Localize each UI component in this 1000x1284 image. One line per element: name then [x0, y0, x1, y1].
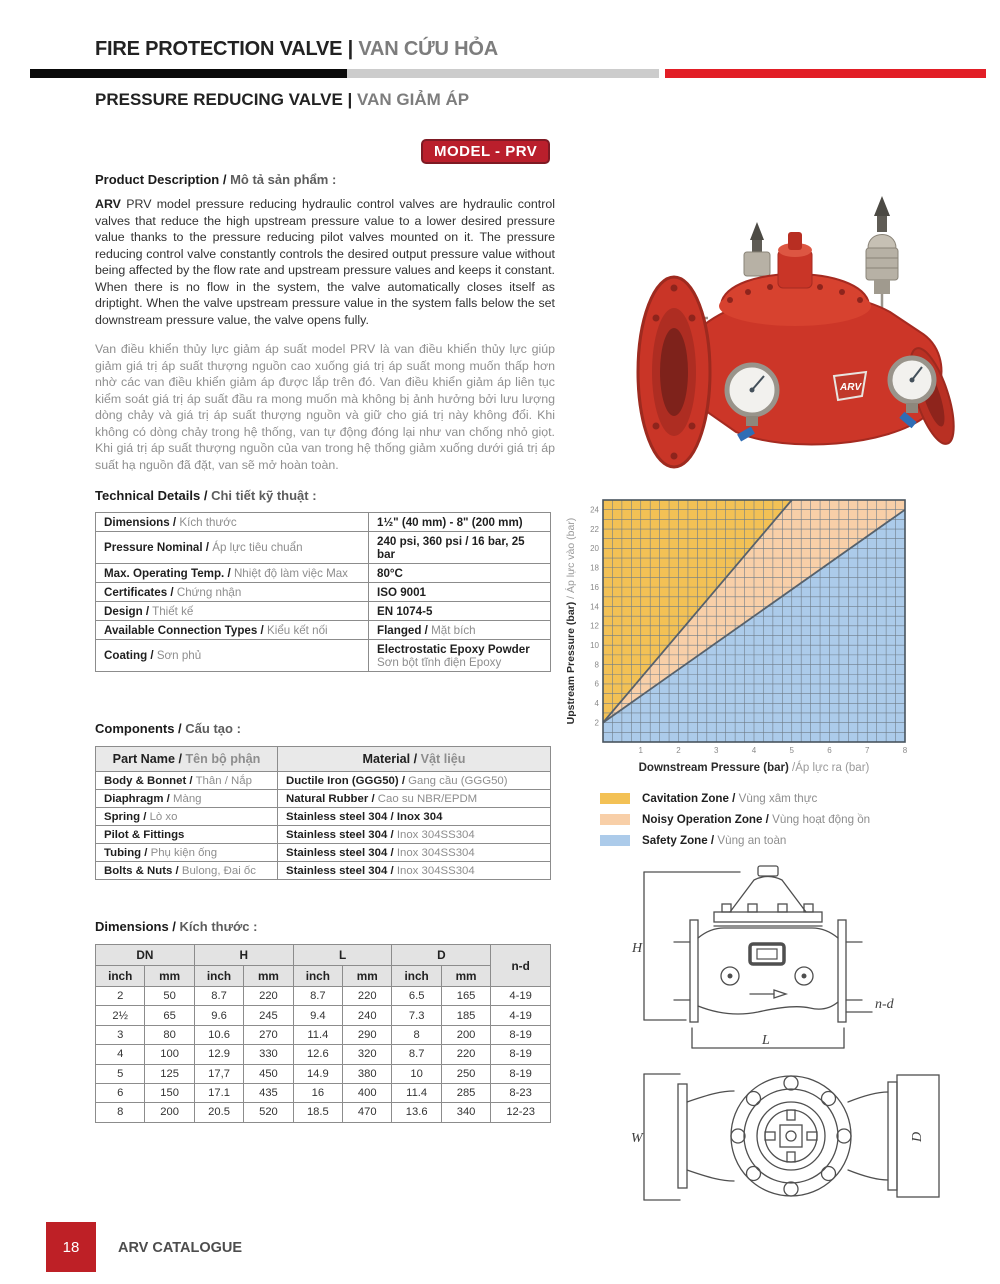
dim-group-header: D — [392, 945, 491, 966]
chart-svg — [563, 488, 987, 790]
dim-value-cell: 17,7 — [194, 1064, 243, 1083]
y-tick-label: 20 — [590, 544, 599, 554]
page-title-en: FIRE PROTECTION VALVE | — [95, 38, 354, 60]
dim-value-cell: 330 — [244, 1045, 293, 1064]
components-header-material: Material / Vật liệu — [278, 747, 551, 772]
heading-en: Technical Details / — [95, 488, 208, 503]
dimensions-header-row — [96, 945, 551, 966]
dim-group-header: H — [194, 945, 293, 966]
dim-label-l: L — [762, 1033, 770, 1048]
x-axis-title-en: Downstream Pressure (bar) — [638, 762, 789, 774]
dim-value-cell: 450 — [244, 1064, 293, 1083]
technical-value-cell — [369, 583, 551, 602]
material-en: Stainless steel 304 / — [286, 810, 394, 823]
front-view-svg — [628, 1060, 980, 1212]
component-material-cell — [278, 844, 551, 862]
part-vi: Thân / Nắp — [195, 774, 252, 787]
dim-value-cell: 16 — [293, 1083, 342, 1102]
page-title — [95, 38, 498, 61]
label-vi: Kiểu kết nối — [267, 623, 328, 637]
dim-value-cell: 340 — [441, 1103, 490, 1122]
dim-value-cell: 8-19 — [491, 1064, 551, 1083]
x-axis-title — [639, 761, 870, 774]
dim-value-cell: 3 — [96, 1025, 145, 1044]
material-vi: Inox 304 — [396, 810, 443, 823]
y-tick-label: 24 — [590, 505, 599, 515]
label-vi: Kích thước — [179, 515, 237, 529]
dim-value-cell: 65 — [145, 1006, 194, 1025]
dim-value-cell: 14.9 — [293, 1064, 342, 1083]
label-en: Certificates / — [104, 585, 174, 599]
dim-value-cell: 8.7 — [194, 987, 243, 1006]
y-tick-label: 2 — [594, 718, 599, 728]
dim-value-cell: 380 — [343, 1064, 392, 1083]
heading-en: Components / — [95, 721, 182, 736]
valve-product-image — [598, 190, 980, 485]
dim-value-cell: 165 — [441, 987, 490, 1006]
heading-components — [95, 721, 555, 736]
description-paragraph-vi: Van điều khiển thủy lực giảm áp suất model PRV là van điều khiển thủy lực giúp giảm giá trị áp suất thượng nguồn cao xuống giá trị áp suất mong muốn thấp hơn nhờ các van điều khiển giảm áp được lắp trên đó. Van điều khiển giảm áp liên tục kiểm soát giá trị áp suất đầu ra mong muốn mà không bị ảnh hưởng bởi lưu lượng dòng chảy và giá trị áp suất thượng nguồn và giữ cho giá trị này không đổi. Khi không có dòng chảy trong hệ thống, van tự động đóng lại như van chống nhỏ giọt. Khi giá trị áp suất thượng nguồn của van trong hệ thống giảm xuống dưới giá trị áp suất hạ nguồn đã đặt, van sẽ mở hoàn toàn. — [95, 342, 555, 472]
dim-value-cell: 4 — [96, 1045, 145, 1064]
dim-value-cell: 8-23 — [491, 1083, 551, 1102]
y-tick-label: 10 — [590, 641, 599, 650]
label-en: Available Connection Types / — [104, 623, 264, 637]
dim-sub-header: inch — [194, 966, 243, 987]
description-paragraph-en — [95, 196, 555, 328]
material-en: Natural Rubber / — [286, 792, 375, 805]
dim-value-cell: 12.6 — [293, 1045, 342, 1064]
legend-row-0 — [600, 792, 870, 805]
dim-value-cell: 12.9 — [194, 1045, 243, 1064]
label-en: Coating / — [104, 649, 154, 662]
component-part-cell — [96, 772, 278, 790]
dim-label-nd: n-d — [875, 997, 894, 1012]
heading-vi: Chi tiết kỹ thuật : — [211, 488, 317, 503]
x-axis-title-vi: /Áp lực ra (bar) — [788, 762, 870, 774]
part-en: Bolts & Nuts / — [104, 864, 179, 877]
dim-value-cell: 400 — [343, 1083, 392, 1102]
heading-en: Dimensions / — [95, 919, 176, 934]
legend-label-en: Cavitation Zone / — [642, 792, 736, 805]
component-row — [96, 826, 551, 844]
x-tick-label: 3 — [714, 746, 719, 755]
technical-value-cell — [369, 532, 551, 564]
heading-vi: Kích thước : — [179, 919, 258, 934]
component-row — [96, 808, 551, 826]
model-badge: MODEL - PRV — [421, 139, 550, 164]
legend-row-1 — [600, 813, 870, 826]
technical-value-cell — [369, 513, 551, 532]
dim-value-cell: 8-19 — [491, 1045, 551, 1064]
section-title-en: PRESSURE REDUCING VALVE | — [95, 90, 353, 109]
y-tick-label: 4 — [594, 699, 599, 709]
dim-value-cell: 8-19 — [491, 1025, 551, 1044]
dim-value-cell: 100 — [145, 1045, 194, 1064]
dim-value-cell: 2 — [96, 987, 145, 1006]
legend-color-chip — [600, 793, 630, 804]
technical-row — [96, 621, 551, 640]
section-title — [95, 90, 469, 110]
dimensions-data-row — [96, 1045, 551, 1064]
part-vi: Lò xo — [149, 810, 178, 823]
technical-row — [96, 532, 551, 564]
part-en: Body & Bonnet / — [104, 774, 193, 787]
dim-value-cell: 125 — [145, 1064, 194, 1083]
technical-label-cell — [96, 640, 369, 672]
dim-value-cell: 8 — [392, 1025, 441, 1044]
value-en: Flanged / — [377, 623, 428, 637]
heading-vi: Mô tả sản phẩm : — [230, 172, 337, 187]
material-vi: Inox 304SS304 — [396, 828, 475, 841]
dim-sub-header: mm — [244, 966, 293, 987]
component-row — [96, 772, 551, 790]
dim-value-cell: 9.4 — [293, 1006, 342, 1025]
material-vi: Cao su NBR/EPDM — [377, 792, 478, 805]
label-vi: Sơn phủ — [156, 649, 202, 662]
value-en: EN 1074-5 — [377, 604, 433, 618]
legend-color-chip — [600, 835, 630, 846]
label-en: Dimensions / — [104, 515, 177, 529]
dim-nd-header: n-d — [491, 945, 551, 987]
dim-value-cell: 11.4 — [392, 1083, 441, 1102]
technical-value-cell — [369, 640, 551, 672]
dim-value-cell: 185 — [441, 1006, 490, 1025]
y-axis-title-vi: / Áp lực vào (bar) — [565, 517, 577, 602]
value-en: 1½" (40 mm) - 8" (200 mm) — [377, 515, 523, 529]
dim-value-cell: 50 — [145, 987, 194, 1006]
technical-label-cell — [96, 583, 369, 602]
dim-value-cell: 150 — [145, 1083, 194, 1102]
description-text: PRV model pressure reducing hydraulic control valves are hydraulic control valves that reduce the high upstream pressure value to a lower desired pressure value thanks to the pressure reducing pilot valves mounted on it. The pressure reducing control valve constantly controls the desired output pressure value without being affected by the flow rate and upstream pressure values and keeps it constant. When there is no flow in the system, the valve automatically closes itself as driptight. When the valve upstream pressure value in the system falls below the set downstream pressure value, the valve opens fully. — [95, 197, 555, 327]
dim-value-cell: 285 — [441, 1083, 490, 1102]
dim-value-cell: 220 — [244, 987, 293, 1006]
dim-label-w: W — [631, 1131, 643, 1146]
y-tick-label: 8 — [594, 660, 599, 670]
dim-value-cell: 11.4 — [293, 1025, 342, 1044]
dim-sub-header: mm — [343, 966, 392, 987]
dim-value-cell: 80 — [145, 1025, 194, 1044]
component-material-cell — [278, 808, 551, 826]
dim-value-cell: 6.5 — [392, 987, 441, 1006]
dim-value-cell: 4-19 — [491, 1006, 551, 1025]
label-vi: Áp lực tiêu chuẩn — [212, 541, 303, 554]
technical-row — [96, 602, 551, 621]
dimensions-data-row — [96, 1064, 551, 1083]
part-vi: Bulong, Đai ốc — [181, 864, 256, 877]
pressure-zones-chart — [563, 488, 987, 795]
technical-row — [96, 564, 551, 583]
material-vi: Inox 304SS304 — [396, 864, 475, 877]
chart-legend — [600, 792, 870, 855]
technical-label-cell — [96, 513, 369, 532]
technical-drawing-side-view — [628, 860, 980, 1063]
technical-value-cell — [369, 564, 551, 583]
technical-label-cell — [96, 621, 369, 640]
x-tick-label: 4 — [751, 746, 757, 755]
dim-value-cell: 9.6 — [194, 1006, 243, 1025]
technical-details-table — [95, 512, 551, 672]
component-row — [96, 862, 551, 880]
brand-name: ARV — [95, 197, 121, 211]
dim-sub-header: inch — [293, 966, 342, 987]
component-material-cell — [278, 826, 551, 844]
catalogue-name: ARV CATALOGUE — [118, 1240, 243, 1256]
dim-value-cell: 470 — [343, 1103, 392, 1122]
dim-value-cell: 8.7 — [392, 1045, 441, 1064]
section-title-vi: VAN GIẢM ÁP — [357, 90, 470, 109]
component-part-cell — [96, 862, 278, 880]
material-en: Ductile Iron (GGG50) / — [286, 774, 405, 787]
technical-row — [96, 513, 551, 532]
y-axis-title-en: Upstream Pressure (bar) — [565, 601, 577, 725]
part-vi: Màng — [173, 792, 202, 805]
value-vi: Sơn bột tĩnh điện Epoxy — [377, 655, 502, 669]
component-part-cell — [96, 808, 278, 826]
dim-value-cell: 250 — [441, 1064, 490, 1083]
dim-sub-header: inch — [96, 966, 145, 987]
legend-label-vi: Vùng xâm thực — [738, 792, 818, 805]
dim-value-cell: 200 — [441, 1025, 490, 1044]
dimensions-table — [95, 944, 551, 1123]
dimensions-data-row — [96, 1025, 551, 1044]
dim-value-cell: 520 — [244, 1103, 293, 1122]
y-tick-label: 16 — [590, 582, 599, 592]
value-en: 240 psi, 360 psi / 16 bar, 25 bar — [377, 534, 525, 561]
heading-en: Product Description / — [95, 172, 227, 187]
dim-value-cell: 270 — [244, 1025, 293, 1044]
dim-value-cell: 200 — [145, 1103, 194, 1122]
y-tick-label: 22 — [590, 524, 599, 534]
technical-drawing-front-view — [628, 1060, 980, 1217]
dim-sub-header: mm — [441, 966, 490, 987]
dimensions-data-row — [96, 1083, 551, 1102]
material-en: Stainless steel 304 / — [286, 864, 394, 877]
dimensions-data-row — [96, 1103, 551, 1122]
tricolor-divider — [30, 69, 986, 78]
heading-vi: Cấu tạo : — [185, 721, 241, 736]
legend-label-en: Noisy Operation Zone / — [642, 813, 769, 826]
technical-row — [96, 583, 551, 602]
page-title-vi: VAN CỨU HỎA — [358, 38, 498, 60]
heading-product-description — [95, 172, 555, 187]
component-row — [96, 790, 551, 808]
value-en: ISO 9001 — [377, 585, 426, 599]
x-tick-label: 5 — [789, 746, 794, 755]
label-vi: Nhiệt độ làm việc Max — [233, 566, 348, 580]
dimensions-data-row — [96, 1006, 551, 1025]
svg-text:ARV: ARV — [840, 382, 862, 393]
part-en: Spring / — [104, 810, 147, 823]
component-part-cell — [96, 790, 278, 808]
label-en: Design / — [104, 604, 150, 618]
dim-value-cell: 10 — [392, 1064, 441, 1083]
label-vi: Thiết kế — [152, 604, 194, 618]
page-number: 18 — [46, 1222, 96, 1272]
dim-value-cell: 6 — [96, 1083, 145, 1102]
dim-value-cell: 7.3 — [392, 1006, 441, 1025]
dim-value-cell: 320 — [343, 1045, 392, 1064]
x-tick-label: 6 — [827, 746, 832, 755]
y-tick-label: 12 — [590, 621, 599, 631]
dim-value-cell: 12-23 — [491, 1103, 551, 1122]
component-row — [96, 844, 551, 862]
dim-value-cell: 2½ — [96, 1006, 145, 1025]
technical-value-cell — [369, 621, 551, 640]
components-header-part: Part Name / Tên bộ phận — [96, 747, 278, 772]
divider-gray-segment — [347, 69, 659, 78]
x-tick-label: 2 — [676, 746, 681, 755]
dim-value-cell: 4-19 — [491, 987, 551, 1006]
heading-dimensions — [95, 919, 555, 934]
part-en: Tubing / — [104, 846, 148, 859]
value-vi: Mặt bích — [431, 623, 476, 637]
legend-color-chip — [600, 814, 630, 825]
dimensions-subheader-row — [96, 966, 551, 987]
material-en: Stainless steel 304 / — [286, 828, 394, 841]
material-en: Stainless steel 304 / — [286, 846, 394, 859]
dim-value-cell: 290 — [343, 1025, 392, 1044]
dim-value-cell: 220 — [441, 1045, 490, 1064]
legend-label-vi: Vùng an toàn — [717, 834, 787, 847]
legend-row-2 — [600, 834, 870, 847]
y-tick-label: 14 — [590, 602, 599, 612]
dimensions-data-row — [96, 987, 551, 1006]
components-table — [95, 746, 551, 880]
heading-technical-details — [95, 488, 555, 503]
dim-sub-header: inch — [392, 966, 441, 987]
value-en: Electrostatic Epoxy Powder — [377, 642, 530, 656]
y-axis-title — [564, 518, 577, 725]
dim-label-h: H — [632, 941, 643, 956]
divider-black-segment — [30, 69, 347, 78]
dim-value-cell: 13.6 — [392, 1103, 441, 1122]
dim-value-cell: 20.5 — [194, 1103, 243, 1122]
dim-value-cell: 240 — [343, 1006, 392, 1025]
part-vi: Phụ kiện ống — [150, 846, 218, 859]
components-header-row — [96, 747, 551, 772]
dim-group-header: L — [293, 945, 392, 966]
technical-label-cell — [96, 564, 369, 583]
dim-value-cell: 220 — [343, 987, 392, 1006]
dim-value-cell: 10.6 — [194, 1025, 243, 1044]
dim-value-cell: 17.1 — [194, 1083, 243, 1102]
component-material-cell — [278, 862, 551, 880]
divider-red-segment — [665, 69, 986, 78]
x-tick-label: 7 — [865, 746, 870, 755]
dim-value-cell: 5 — [96, 1064, 145, 1083]
component-material-cell — [278, 790, 551, 808]
side-view-svg — [628, 860, 980, 1058]
label-en: Pressure Nominal / — [104, 541, 210, 554]
material-vi: Inox 304SS304 — [396, 846, 475, 859]
legend-label-vi: Vùng hoạt động ồn — [772, 813, 871, 826]
dim-sub-header: mm — [145, 966, 194, 987]
label-vi: Chứng nhận — [176, 585, 242, 599]
part-en: Diaphragm / — [104, 792, 170, 805]
part-en: Pilot & Fittings — [104, 828, 185, 841]
x-tick-label: 1 — [638, 746, 643, 755]
dim-group-header: DN — [96, 945, 195, 966]
dim-value-cell: 435 — [244, 1083, 293, 1102]
label-en: Max. Operating Temp. / — [104, 566, 231, 580]
component-material-cell — [278, 772, 551, 790]
dim-label-d: D — [910, 1131, 925, 1142]
technical-label-cell — [96, 532, 369, 564]
material-vi: Gang cầu (GGG50) — [408, 774, 508, 787]
value-en: 80°C — [377, 566, 403, 580]
technical-row — [96, 640, 551, 672]
left-column — [95, 172, 555, 1123]
component-part-cell — [96, 844, 278, 862]
technical-label-cell — [96, 602, 369, 621]
dim-value-cell: 8 — [96, 1103, 145, 1122]
technical-value-cell — [369, 602, 551, 621]
dim-value-cell: 245 — [244, 1006, 293, 1025]
dim-value-cell: 8.7 — [293, 987, 342, 1006]
x-tick-label: 8 — [902, 746, 908, 755]
y-tick-label: 6 — [594, 679, 599, 689]
dim-value-cell: 18.5 — [293, 1103, 342, 1122]
legend-label-en: Safety Zone / — [642, 834, 715, 847]
y-tick-label: 18 — [590, 563, 599, 573]
component-part-cell — [96, 826, 278, 844]
valve-illustration — [598, 190, 980, 480]
